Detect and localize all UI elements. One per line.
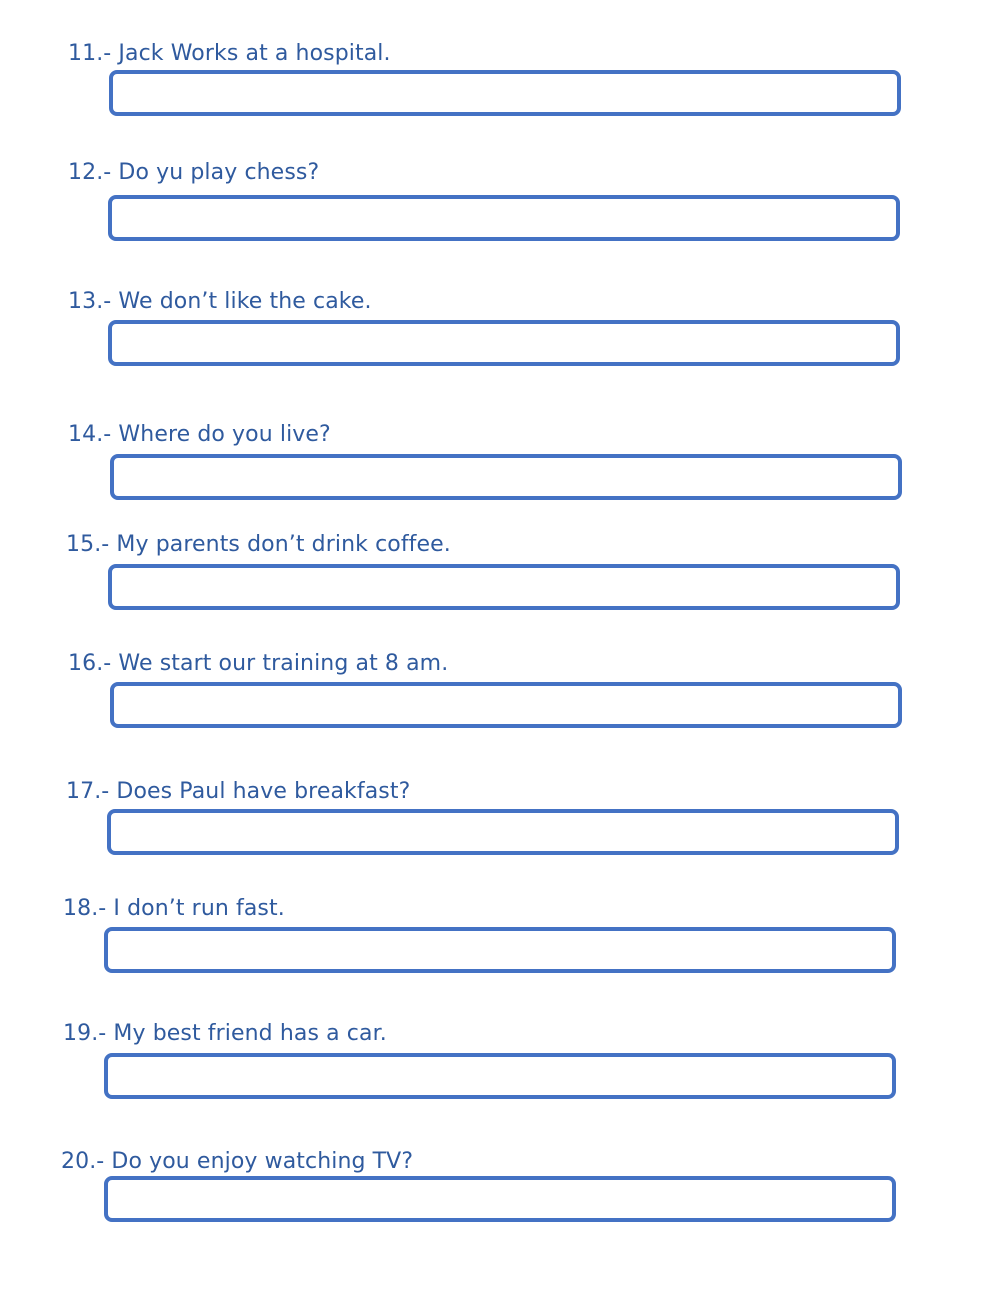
question-11-label [68,41,391,67]
question-18-label [63,896,285,922]
question-text: We start our training at 8 am. [118,651,449,676]
question-number: 18.- [63,896,107,921]
question-13-label [68,289,372,315]
question-number: 12.- [68,160,112,185]
question-19-label [63,1021,387,1047]
answer-14-input[interactable] [110,454,902,500]
question-text: I don’t run fast. [113,896,285,921]
question-number: 17.- [66,779,110,804]
answer-18-input[interactable] [104,927,896,973]
question-text: Jack Works at a hospital. [118,41,391,66]
question-text: Do yu play chess? [118,160,320,185]
question-text: Does Paul have breakfast? [116,779,411,804]
question-15-label [66,532,451,558]
answer-17-input[interactable] [107,809,899,855]
question-number: 13.- [68,289,112,314]
question-14-label [68,422,331,448]
question-text: My best friend has a car. [113,1021,387,1046]
answer-11-input[interactable] [109,70,901,116]
question-12-label [68,160,319,186]
answer-12-input[interactable] [108,195,900,241]
question-text: We don’t like the cake. [118,289,372,314]
question-number: 16.- [68,651,112,676]
answer-13-input[interactable] [108,320,900,366]
question-16-label [68,651,448,677]
answer-15-input[interactable] [108,564,900,610]
question-17-label [66,779,410,805]
question-number: 19.- [63,1021,107,1046]
question-text: Where do you live? [118,422,331,447]
answer-20-input[interactable] [104,1176,896,1222]
question-number: 20.- [61,1149,105,1174]
question-20-label [61,1149,413,1175]
question-text: My parents don’t drink coffee. [116,532,451,557]
question-text: Do you enjoy watching TV? [111,1149,414,1174]
question-number: 15.- [66,532,110,557]
answer-19-input[interactable] [104,1053,896,1099]
answer-16-input[interactable] [110,682,902,728]
question-number: 11.- [68,41,112,66]
question-number: 14.- [68,422,112,447]
